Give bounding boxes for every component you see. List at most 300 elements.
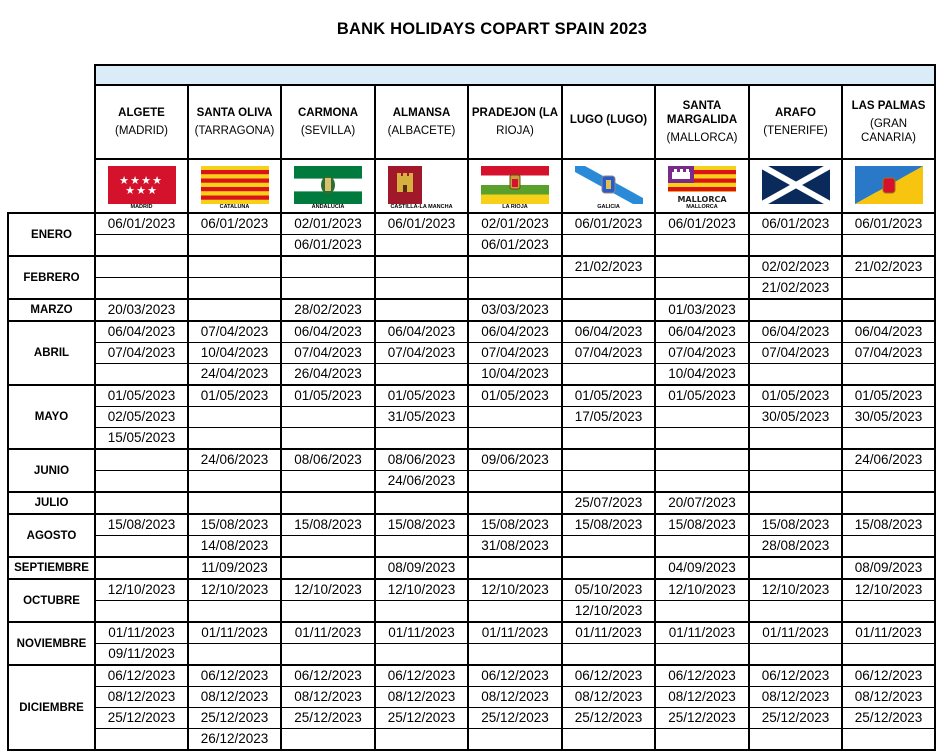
holiday-date-cell bbox=[281, 471, 375, 493]
galicia-flag-icon bbox=[575, 166, 643, 204]
flag-cell bbox=[188, 159, 281, 213]
holiday-row bbox=[8, 557, 935, 579]
holiday-date-cell bbox=[562, 557, 655, 579]
holiday-date-cell: 06/04/2023 bbox=[842, 321, 935, 343]
city-region: (MALLORCA) bbox=[666, 132, 738, 144]
city-header bbox=[655, 85, 749, 159]
holiday-row bbox=[8, 665, 935, 687]
holiday-row bbox=[8, 708, 935, 729]
holiday-date-cell bbox=[468, 428, 562, 450]
holiday-date-cell: 06/04/2023 bbox=[468, 321, 562, 343]
city-region: (SEVILLA) bbox=[300, 125, 356, 137]
holiday-date-cell: 01/05/2023 bbox=[655, 385, 749, 407]
holiday-date-cell: 12/10/2023 bbox=[95, 579, 188, 601]
city-region: (GRAN CANARIA) bbox=[861, 118, 916, 144]
holiday-date-cell: 20/03/2023 bbox=[95, 299, 188, 321]
holiday-table-container bbox=[7, 64, 933, 746]
holiday-date-cell bbox=[655, 235, 749, 257]
holiday-date-cell: 06/01/2023 bbox=[281, 235, 375, 257]
city-name: SANTA OLIVA bbox=[196, 107, 273, 119]
city-header bbox=[95, 85, 188, 159]
holiday-date-cell bbox=[188, 601, 281, 623]
city-name: ARAFO bbox=[775, 107, 816, 119]
holiday-date-cell: 08/06/2023 bbox=[375, 449, 468, 471]
holiday-date-cell: 01/05/2023 bbox=[281, 385, 375, 407]
holiday-date-cell bbox=[562, 471, 655, 493]
mallorca-flag-icon bbox=[668, 166, 736, 204]
holiday-row bbox=[8, 601, 935, 623]
holiday-date-cell bbox=[842, 428, 935, 450]
holiday-row bbox=[8, 364, 935, 386]
holiday-date-cell: 08/12/2023 bbox=[375, 687, 468, 708]
holiday-date-cell bbox=[842, 235, 935, 257]
holiday-date-cell: 06/12/2023 bbox=[749, 665, 842, 687]
holiday-row bbox=[8, 385, 935, 407]
holiday-date-cell bbox=[468, 557, 562, 579]
holiday-date-cell: 06/04/2023 bbox=[375, 321, 468, 343]
holiday-date-cell: 12/10/2023 bbox=[842, 579, 935, 601]
holiday-date-cell: 21/02/2023 bbox=[562, 256, 655, 278]
holiday-date-cell bbox=[188, 492, 281, 514]
holiday-date-cell: 01/05/2023 bbox=[188, 385, 281, 407]
holiday-date-cell bbox=[842, 729, 935, 751]
holiday-date-cell bbox=[562, 235, 655, 257]
month-label: OCTUBRE bbox=[8, 579, 95, 622]
city-name: LAS PALMAS bbox=[851, 100, 926, 112]
holiday-date-cell: 07/04/2023 bbox=[562, 343, 655, 364]
holiday-date-cell bbox=[562, 428, 655, 450]
holiday-date-cell: 01/05/2023 bbox=[468, 385, 562, 407]
holiday-date-cell: 10/04/2023 bbox=[188, 343, 281, 364]
month-label: FEBRERO bbox=[8, 256, 95, 299]
holiday-date-cell bbox=[842, 492, 935, 514]
holiday-date-cell: 02/01/2023 bbox=[468, 213, 562, 235]
city-header bbox=[562, 85, 655, 159]
holiday-date-cell: 06/04/2023 bbox=[562, 321, 655, 343]
holiday-date-cell bbox=[749, 449, 842, 471]
city-header bbox=[749, 85, 842, 159]
holiday-row bbox=[8, 299, 935, 321]
month-label: AGOSTO bbox=[8, 514, 95, 557]
city-region: (TENERIFE) bbox=[763, 125, 828, 137]
holiday-date-cell: 06/04/2023 bbox=[655, 321, 749, 343]
flag-caption bbox=[843, 204, 934, 211]
holiday-date-cell bbox=[468, 407, 562, 428]
city-region: (ALBACETE) bbox=[387, 125, 456, 137]
city-name: LUGO (LUGO) bbox=[569, 114, 648, 126]
holiday-date-cell bbox=[281, 278, 375, 300]
holiday-date-cell: 05/10/2023 bbox=[562, 579, 655, 601]
holiday-date-cell bbox=[842, 601, 935, 623]
holiday-date-cell: 25/12/2023 bbox=[562, 708, 655, 729]
holiday-date-cell bbox=[281, 256, 375, 278]
holiday-date-cell bbox=[281, 407, 375, 428]
holiday-date-cell: 06/01/2023 bbox=[95, 213, 188, 235]
holiday-date-cell: 01/05/2023 bbox=[562, 385, 655, 407]
holiday-date-cell bbox=[468, 729, 562, 751]
svg-text:★: ★ bbox=[140, 173, 151, 187]
holiday-date-cell bbox=[375, 364, 468, 386]
holiday-date-cell: 06/12/2023 bbox=[468, 665, 562, 687]
holiday-date-cell bbox=[562, 299, 655, 321]
holiday-date-cell: 06/12/2023 bbox=[562, 665, 655, 687]
holiday-date-cell bbox=[749, 364, 842, 386]
holiday-date-cell bbox=[281, 729, 375, 751]
holiday-date-cell: 15/08/2023 bbox=[281, 514, 375, 536]
holiday-date-cell: 08/12/2023 bbox=[281, 687, 375, 708]
holiday-date-cell bbox=[95, 536, 188, 558]
holiday-date-cell: 08/12/2023 bbox=[655, 687, 749, 708]
holiday-date-cell: 07/04/2023 bbox=[655, 343, 749, 364]
holiday-date-cell bbox=[468, 256, 562, 278]
holiday-date-cell: 25/07/2023 bbox=[562, 492, 655, 514]
andalucia-flag-icon bbox=[294, 166, 362, 204]
holiday-date-cell: 12/10/2023 bbox=[655, 579, 749, 601]
catalonia-flag-icon bbox=[201, 166, 269, 204]
holiday-date-cell: 08/12/2023 bbox=[468, 687, 562, 708]
holiday-date-cell: 01/03/2023 bbox=[655, 299, 749, 321]
holiday-date-cell: 06/01/2023 bbox=[468, 235, 562, 257]
city-name: PRADEJON (LA bbox=[471, 107, 559, 119]
holiday-date-cell bbox=[188, 235, 281, 257]
holiday-date-cell bbox=[468, 601, 562, 623]
holiday-date-cell bbox=[95, 364, 188, 386]
corner-cell bbox=[8, 159, 95, 213]
holiday-date-cell bbox=[749, 471, 842, 493]
holiday-date-cell: 15/08/2023 bbox=[842, 514, 935, 536]
holiday-date-cell bbox=[188, 471, 281, 493]
holiday-date-cell: 15/08/2023 bbox=[375, 514, 468, 536]
holiday-date-cell bbox=[749, 235, 842, 257]
holiday-date-cell bbox=[95, 235, 188, 257]
holiday-date-cell: 06/01/2023 bbox=[655, 213, 749, 235]
header-band-row bbox=[8, 65, 935, 85]
holiday-date-cell: 06/12/2023 bbox=[95, 665, 188, 687]
holiday-date-cell: 14/08/2023 bbox=[188, 536, 281, 558]
holiday-date-cell: 06/12/2023 bbox=[842, 665, 935, 687]
holiday-date-cell: 08/12/2023 bbox=[95, 687, 188, 708]
month-label: ENERO bbox=[8, 213, 95, 256]
holiday-date-cell: 08/12/2023 bbox=[562, 687, 655, 708]
city-name: SANTA MARGALIDA bbox=[666, 100, 738, 126]
svg-text:★: ★ bbox=[146, 183, 157, 197]
corner-cell bbox=[8, 85, 95, 159]
holiday-date-cell: 10/04/2023 bbox=[655, 364, 749, 386]
holiday-row bbox=[8, 343, 935, 364]
holiday-date-cell: 01/11/2023 bbox=[468, 622, 562, 644]
holiday-date-cell: 06/01/2023 bbox=[749, 213, 842, 235]
holiday-row bbox=[8, 514, 935, 536]
flag-cell bbox=[95, 159, 188, 213]
flag-cell bbox=[281, 159, 375, 213]
holiday-date-cell bbox=[562, 536, 655, 558]
holiday-date-cell bbox=[655, 536, 749, 558]
holiday-date-cell: 09/06/2023 bbox=[468, 449, 562, 471]
holiday-date-cell bbox=[375, 644, 468, 666]
holiday-date-cell: 24/06/2023 bbox=[188, 449, 281, 471]
holiday-date-cell: 01/05/2023 bbox=[95, 385, 188, 407]
holiday-date-cell: 06/04/2023 bbox=[749, 321, 842, 343]
holiday-date-cell bbox=[95, 278, 188, 300]
holiday-date-cell: 02/01/2023 bbox=[281, 213, 375, 235]
holiday-date-cell: 07/04/2023 bbox=[95, 343, 188, 364]
castilla-la-mancha-flag-icon bbox=[388, 166, 456, 204]
holiday-date-cell: 06/01/2023 bbox=[188, 213, 281, 235]
la-rioja-flag-icon bbox=[481, 166, 549, 204]
holiday-date-cell bbox=[188, 407, 281, 428]
holiday-date-cell bbox=[188, 644, 281, 666]
city-header bbox=[468, 85, 562, 159]
city-region: (TARRAGONA) bbox=[194, 125, 275, 137]
flag-cell bbox=[655, 159, 749, 213]
holiday-date-cell: 25/12/2023 bbox=[842, 708, 935, 729]
city-region: RIOJA) bbox=[496, 125, 534, 137]
svg-text:★: ★ bbox=[118, 173, 129, 187]
holiday-date-cell bbox=[842, 278, 935, 300]
holiday-date-cell bbox=[749, 299, 842, 321]
holiday-date-cell: 06/12/2023 bbox=[655, 665, 749, 687]
holiday-date-cell bbox=[95, 557, 188, 579]
holiday-row bbox=[8, 278, 935, 300]
madrid-flag-icon bbox=[108, 166, 176, 204]
holiday-date-cell bbox=[281, 557, 375, 579]
holiday-date-cell: 31/05/2023 bbox=[375, 407, 468, 428]
holiday-date-cell: 08/12/2023 bbox=[749, 687, 842, 708]
holiday-date-cell: 06/12/2023 bbox=[281, 665, 375, 687]
holiday-date-cell: 15/08/2023 bbox=[749, 514, 842, 536]
holiday-date-cell bbox=[188, 299, 281, 321]
holiday-date-cell: 12/10/2023 bbox=[375, 579, 468, 601]
scotland-flag-icon bbox=[762, 166, 830, 204]
holiday-date-cell bbox=[842, 644, 935, 666]
flag-caption: ANDALUCIA bbox=[311, 203, 345, 210]
holiday-date-cell bbox=[468, 644, 562, 666]
holiday-date-cell: 11/09/2023 bbox=[188, 557, 281, 579]
holiday-row bbox=[8, 579, 935, 601]
holiday-date-cell: 28/02/2023 bbox=[281, 299, 375, 321]
holiday-date-cell bbox=[375, 256, 468, 278]
flag-caption: MADRID bbox=[130, 203, 153, 210]
holiday-date-cell: 21/02/2023 bbox=[749, 278, 842, 300]
holiday-date-cell bbox=[281, 644, 375, 666]
holiday-date-cell: 01/05/2023 bbox=[749, 385, 842, 407]
holiday-date-cell: 24/06/2023 bbox=[842, 449, 935, 471]
holiday-date-cell bbox=[95, 492, 188, 514]
holiday-date-cell bbox=[842, 299, 935, 321]
holiday-date-cell bbox=[281, 492, 375, 514]
holiday-date-cell: 01/11/2023 bbox=[562, 622, 655, 644]
holiday-date-cell: 07/04/2023 bbox=[842, 343, 935, 364]
holiday-date-cell bbox=[375, 536, 468, 558]
holiday-date-cell: 26/12/2023 bbox=[188, 729, 281, 751]
holiday-date-cell: 08/06/2023 bbox=[281, 449, 375, 471]
holiday-date-cell: 24/06/2023 bbox=[375, 471, 468, 493]
holiday-date-cell bbox=[655, 449, 749, 471]
month-label: MARZO bbox=[8, 299, 95, 321]
holiday-date-cell: 31/08/2023 bbox=[468, 536, 562, 558]
holiday-date-cell bbox=[562, 729, 655, 751]
holiday-date-cell: 17/05/2023 bbox=[562, 407, 655, 428]
holiday-date-cell: 02/05/2023 bbox=[95, 407, 188, 428]
svg-text:★: ★ bbox=[124, 183, 135, 197]
holiday-row bbox=[8, 256, 935, 278]
holiday-row bbox=[8, 536, 935, 558]
holiday-date-cell: 15/08/2023 bbox=[562, 514, 655, 536]
holiday-row bbox=[8, 622, 935, 644]
holiday-date-cell bbox=[375, 729, 468, 751]
holiday-row bbox=[8, 687, 935, 708]
holiday-date-cell: 08/12/2023 bbox=[842, 687, 935, 708]
month-label: SEPTIEMBRE bbox=[8, 557, 95, 579]
holiday-date-cell bbox=[749, 729, 842, 751]
holiday-date-cell: 15/05/2023 bbox=[95, 428, 188, 450]
holiday-date-cell: 07/04/2023 bbox=[281, 343, 375, 364]
holiday-date-cell: 25/12/2023 bbox=[281, 708, 375, 729]
holiday-date-cell: 07/04/2023 bbox=[375, 343, 468, 364]
holiday-date-cell bbox=[655, 278, 749, 300]
city-name: ALGETE bbox=[118, 107, 165, 119]
holiday-date-cell bbox=[749, 557, 842, 579]
holiday-date-cell: 06/12/2023 bbox=[375, 665, 468, 687]
city-header bbox=[842, 85, 935, 159]
city-name: ALMANSA bbox=[392, 107, 451, 119]
holiday-date-cell bbox=[562, 644, 655, 666]
holiday-table bbox=[7, 64, 936, 751]
holiday-date-cell: 06/04/2023 bbox=[95, 321, 188, 343]
flag-caption: CATALUÑA bbox=[219, 203, 250, 210]
holiday-date-cell bbox=[375, 299, 468, 321]
holiday-date-cell: 06/01/2023 bbox=[562, 213, 655, 235]
holiday-date-cell bbox=[562, 364, 655, 386]
corner-cell bbox=[8, 65, 95, 85]
city-header-row bbox=[8, 85, 935, 159]
holiday-date-cell: 25/12/2023 bbox=[749, 708, 842, 729]
holiday-date-cell: 01/05/2023 bbox=[842, 385, 935, 407]
holiday-date-cell bbox=[749, 644, 842, 666]
holiday-date-cell: 24/04/2023 bbox=[188, 364, 281, 386]
holiday-date-cell: 06/12/2023 bbox=[188, 665, 281, 687]
holiday-date-cell: 01/11/2023 bbox=[281, 622, 375, 644]
flag-caption: MALLORCA bbox=[686, 203, 718, 210]
holiday-date-cell bbox=[655, 644, 749, 666]
holiday-date-cell: 15/08/2023 bbox=[468, 514, 562, 536]
holiday-date-cell: 06/01/2023 bbox=[842, 213, 935, 235]
holiday-date-cell bbox=[188, 256, 281, 278]
holiday-date-cell: 25/12/2023 bbox=[95, 708, 188, 729]
holiday-date-cell: 07/04/2023 bbox=[188, 321, 281, 343]
holiday-date-cell: 12/10/2023 bbox=[468, 579, 562, 601]
holiday-date-cell: 12/10/2023 bbox=[188, 579, 281, 601]
holiday-date-cell: 09/11/2023 bbox=[95, 644, 188, 666]
city-header bbox=[375, 85, 468, 159]
holiday-date-cell: 01/11/2023 bbox=[188, 622, 281, 644]
holiday-date-cell bbox=[842, 471, 935, 493]
flag-cell bbox=[749, 159, 842, 213]
holiday-date-cell: 06/01/2023 bbox=[375, 213, 468, 235]
holiday-date-cell: 15/08/2023 bbox=[655, 514, 749, 536]
holiday-date-cell: 01/05/2023 bbox=[375, 385, 468, 407]
flag-cell bbox=[842, 159, 935, 213]
flag-caption: CASTILLA-LA MANCHA bbox=[390, 203, 453, 210]
month-label: MAYO bbox=[8, 385, 95, 449]
holiday-date-cell: 01/11/2023 bbox=[375, 622, 468, 644]
holiday-date-cell bbox=[655, 256, 749, 278]
month-label: NOVIEMBRE bbox=[8, 622, 95, 665]
holiday-date-cell bbox=[95, 256, 188, 278]
holiday-date-cell bbox=[375, 278, 468, 300]
flag-caption: LA RIOJA bbox=[502, 203, 528, 210]
holiday-date-cell: 30/05/2023 bbox=[842, 407, 935, 428]
holiday-row bbox=[8, 471, 935, 493]
month-label: JULIO bbox=[8, 492, 95, 514]
holiday-date-cell bbox=[95, 471, 188, 493]
svg-text:★: ★ bbox=[151, 173, 162, 187]
canarias-flag-icon bbox=[855, 166, 923, 204]
city-region: (MADRID) bbox=[114, 125, 169, 137]
holiday-row bbox=[8, 729, 935, 751]
holiday-date-cell bbox=[281, 536, 375, 558]
holiday-row bbox=[8, 235, 935, 257]
holiday-date-cell: 25/12/2023 bbox=[188, 708, 281, 729]
holiday-date-cell: 01/11/2023 bbox=[749, 622, 842, 644]
holiday-date-cell bbox=[655, 471, 749, 493]
holiday-date-cell: 08/12/2023 bbox=[188, 687, 281, 708]
holiday-date-cell bbox=[655, 729, 749, 751]
flag-cell bbox=[468, 159, 562, 213]
header-band bbox=[95, 65, 935, 85]
holiday-date-cell: 06/04/2023 bbox=[281, 321, 375, 343]
holiday-date-cell: 07/04/2023 bbox=[468, 343, 562, 364]
month-label: DICIEMBRE bbox=[8, 665, 95, 750]
holiday-date-cell: 01/11/2023 bbox=[95, 622, 188, 644]
city-name: CARMONA bbox=[297, 107, 359, 119]
holiday-row bbox=[8, 407, 935, 428]
holiday-date-cell bbox=[281, 428, 375, 450]
holiday-date-cell bbox=[375, 601, 468, 623]
holiday-date-cell bbox=[749, 601, 842, 623]
holiday-date-cell: 12/10/2023 bbox=[749, 579, 842, 601]
holiday-date-cell: 20/07/2023 bbox=[655, 492, 749, 514]
holiday-row bbox=[8, 644, 935, 666]
svg-text:★: ★ bbox=[135, 183, 146, 197]
month-label: ABRIL bbox=[8, 321, 95, 385]
flag-caption bbox=[750, 204, 841, 211]
holiday-date-cell bbox=[375, 492, 468, 514]
holiday-date-cell bbox=[562, 278, 655, 300]
holiday-date-cell: 10/04/2023 bbox=[468, 364, 562, 386]
holiday-date-cell bbox=[95, 729, 188, 751]
holiday-date-cell: 08/09/2023 bbox=[842, 557, 935, 579]
holiday-date-cell bbox=[655, 601, 749, 623]
holiday-date-cell bbox=[842, 364, 935, 386]
svg-text:★: ★ bbox=[129, 173, 140, 187]
city-header bbox=[281, 85, 375, 159]
holiday-date-cell bbox=[375, 235, 468, 257]
holiday-row bbox=[8, 492, 935, 514]
holiday-date-cell bbox=[562, 449, 655, 471]
holiday-date-cell bbox=[749, 492, 842, 514]
holiday-row bbox=[8, 213, 935, 235]
holiday-date-cell bbox=[655, 407, 749, 428]
holiday-date-cell: 08/09/2023 bbox=[375, 557, 468, 579]
holiday-date-cell: 15/08/2023 bbox=[95, 514, 188, 536]
holiday-date-cell bbox=[749, 428, 842, 450]
holiday-date-cell: 12/10/2023 bbox=[281, 579, 375, 601]
holiday-date-cell bbox=[95, 449, 188, 471]
svg-text:MALLORCA: MALLORCA bbox=[677, 194, 727, 204]
holiday-date-cell: 30/05/2023 bbox=[749, 407, 842, 428]
holiday-date-cell bbox=[188, 278, 281, 300]
